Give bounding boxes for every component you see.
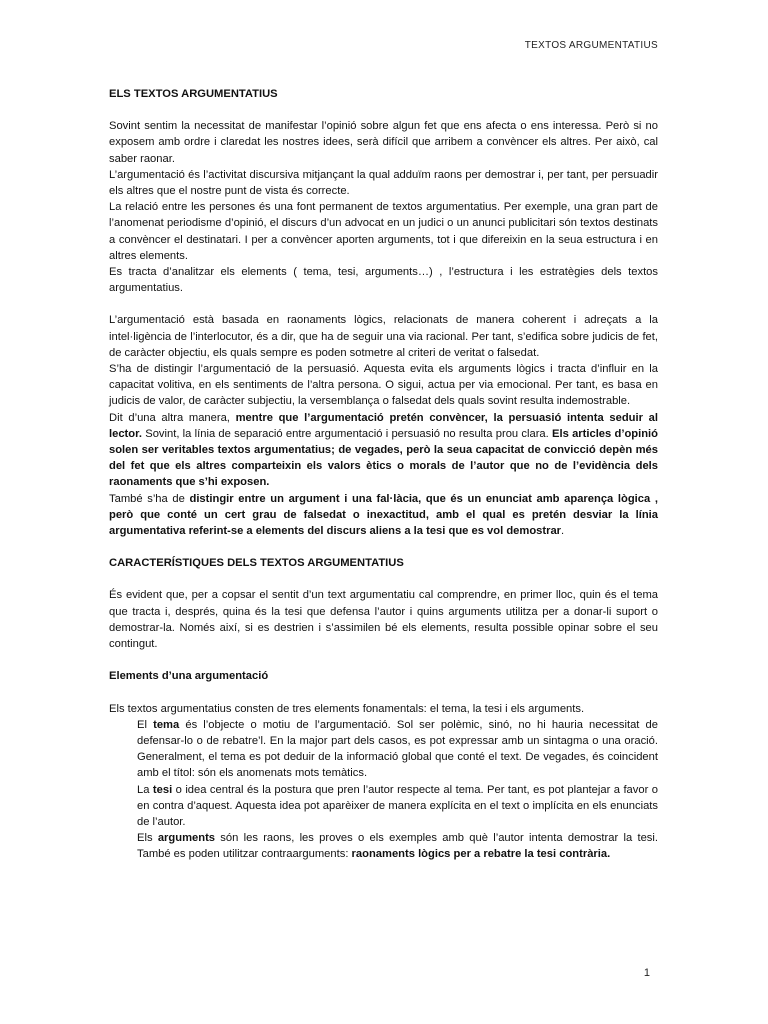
text-run: La <box>137 783 153 796</box>
paragraph-tema <box>109 717 658 782</box>
document-body <box>109 86 658 863</box>
paragraph: És evident que, per a copsar el sentit d’un text argumentatiu cal comprendre, en primer lloc, quin és el tema que tracta i, després, quina és la tesi que defensa l’autor i quins arguments utilitza per a donar-li suport o demostrar-la. Només així, si es destrien i s’assimilen bé els elements, resulta possible opinar sobre el seu contingut. <box>109 589 658 651</box>
paragraph: Els textos argumentatius consten de tres elements fonamentals: el tema, la tesi i els arguments. <box>109 702 585 715</box>
running-header: TEXTOS ARGUMENTATIUS <box>524 40 658 51</box>
text-run: . <box>561 525 565 538</box>
bold-run: tema <box>153 718 180 731</box>
paragraph: Sovint sentim la necessitat de manifestar l’opinió sobre algun fet que ens afecta o ens interessa. Però si no exposem amb ordre i claredat les nostres idees, serà difícil que arribem a convèncer els altres. Per això, cal saber raonar. <box>109 120 658 165</box>
paragraph-mixed <box>109 410 658 491</box>
text-run: Dit d’una altra manera, <box>109 411 236 424</box>
paragraph: S’ha de distingir l’argumentació de la persuasió. Aquesta evita els arguments lògics i tracta d’influir en la capacitat volitiva, en els sentiments de l’altra persona. O sigui, actua per via emocional. Per tant, es basa en judicis de valor, de caràcter subjectiu, la versemblança o falsedat dels quals sovint resulta indemostrable. <box>109 363 658 408</box>
paragraph-arguments <box>109 830 658 862</box>
text-run: També s’ha de <box>109 492 190 505</box>
text-run: són les raons, les proves o els exemples amb què l’autor intenta demostrar la tesi. També es poden utilitzar contraarguments: <box>137 832 658 861</box>
paragraph: La relació entre les persones és una font permanent de textos argumentatius. Per exemple, una gran part de l’anomenat periodisme d’opinió, el discurs d’un advocat en un judici o un anunci publicitari són textos destinats a convèncer el destinatari. I per a convèncer aporten arguments, tot i que difereixin en la seua estructura i en altres elements. <box>109 201 658 262</box>
bold-run: raonaments lògics per a rebatre la tesi contrària. <box>351 848 611 861</box>
paragraph: L’argumentació és l’activitat discursiva mitjançant la qual adduïm raons per demostrar i, per tant, per persuadir els altres que el nostre punt de vista és correcte. <box>109 168 658 198</box>
bold-run: arguments <box>157 832 216 845</box>
text-run: Els <box>137 832 158 845</box>
text-run: Sovint, la línia de separació entre argumentació i persuasió no resulta prou clara. <box>141 427 553 440</box>
paragraph: Es tracta d’analitzar els elements ( tema, tesi, arguments…) , l’estructura i les estratègies dels textos argumentatius. <box>109 266 658 295</box>
bold-run: Els articles d’opinió solen ser veritables textos argumentatius; de vegades, però la seua capacitat de convicció depèn més del fet que els altres comparteixin els valors ètics o morals de l’autor que no de l’evidència dels raonaments que s’hi exposen. <box>109 427 659 489</box>
section-title-main: ELS TEXTOS ARGUMENTATIUS <box>109 88 278 100</box>
page-number: 1 <box>643 967 650 979</box>
paragraph: L’argumentació està basada en raonaments lògics, relacionats de manera coherent i adreçats a la intel·ligència de l’interlocutor, és a dir, que ha de seguir una via racional. Per tant, s’edifica sobre judicis de fet, de caràcter objectiu, els quals sempre es poden sotmetre al criteri de veritat o falsedat. <box>109 314 658 359</box>
bold-run: mentre que l’argumentació pretén convèncer, la persuasió intenta seduir al lector. <box>109 411 658 440</box>
text-run: El <box>137 718 154 731</box>
bold-run: distingir entre un argument i una fal·làcia, que és un enunciat amb aparença lògica , però que conté un cert grau de falsedat o inexactitud, amb el qual es pretén desviar la línia argumentativa referint-se a elements del discurs aliens a la tesi que es vol demostrar <box>109 492 658 538</box>
section-title-characteristics: CARACTERÍSTIQUES DELS TEXTOS ARGUMENTATIUS <box>109 557 404 570</box>
text-run: és l’objecte o motiu de l’argumentació. Sol ser polèmic, sinó, no hi hauria necessitat de defensar-lo o de rebatre’l. En la major part dels casos, es pot expressar amb un sintagma o una oració. Generalment, el tema es pot deduir de la informació global que conté el text. De vegades, és coincident amb el títol: són els anomenats mots temàtics. <box>137 718 658 780</box>
paragraph-mixed <box>109 491 658 540</box>
bold-run: tesi <box>152 783 173 796</box>
section-title-elements: Elements d’una argumentació <box>109 670 269 683</box>
paragraph-tesi <box>109 782 658 831</box>
text-run: o idea central és la postura que pren l’autor respecte al tema. Per tant, es pot plantejar a favor o en contra d’aquest. Aquesta idea pot aparèixer de manera explícita en el text o implícita en els enunciats de l’autor. <box>137 783 658 828</box>
